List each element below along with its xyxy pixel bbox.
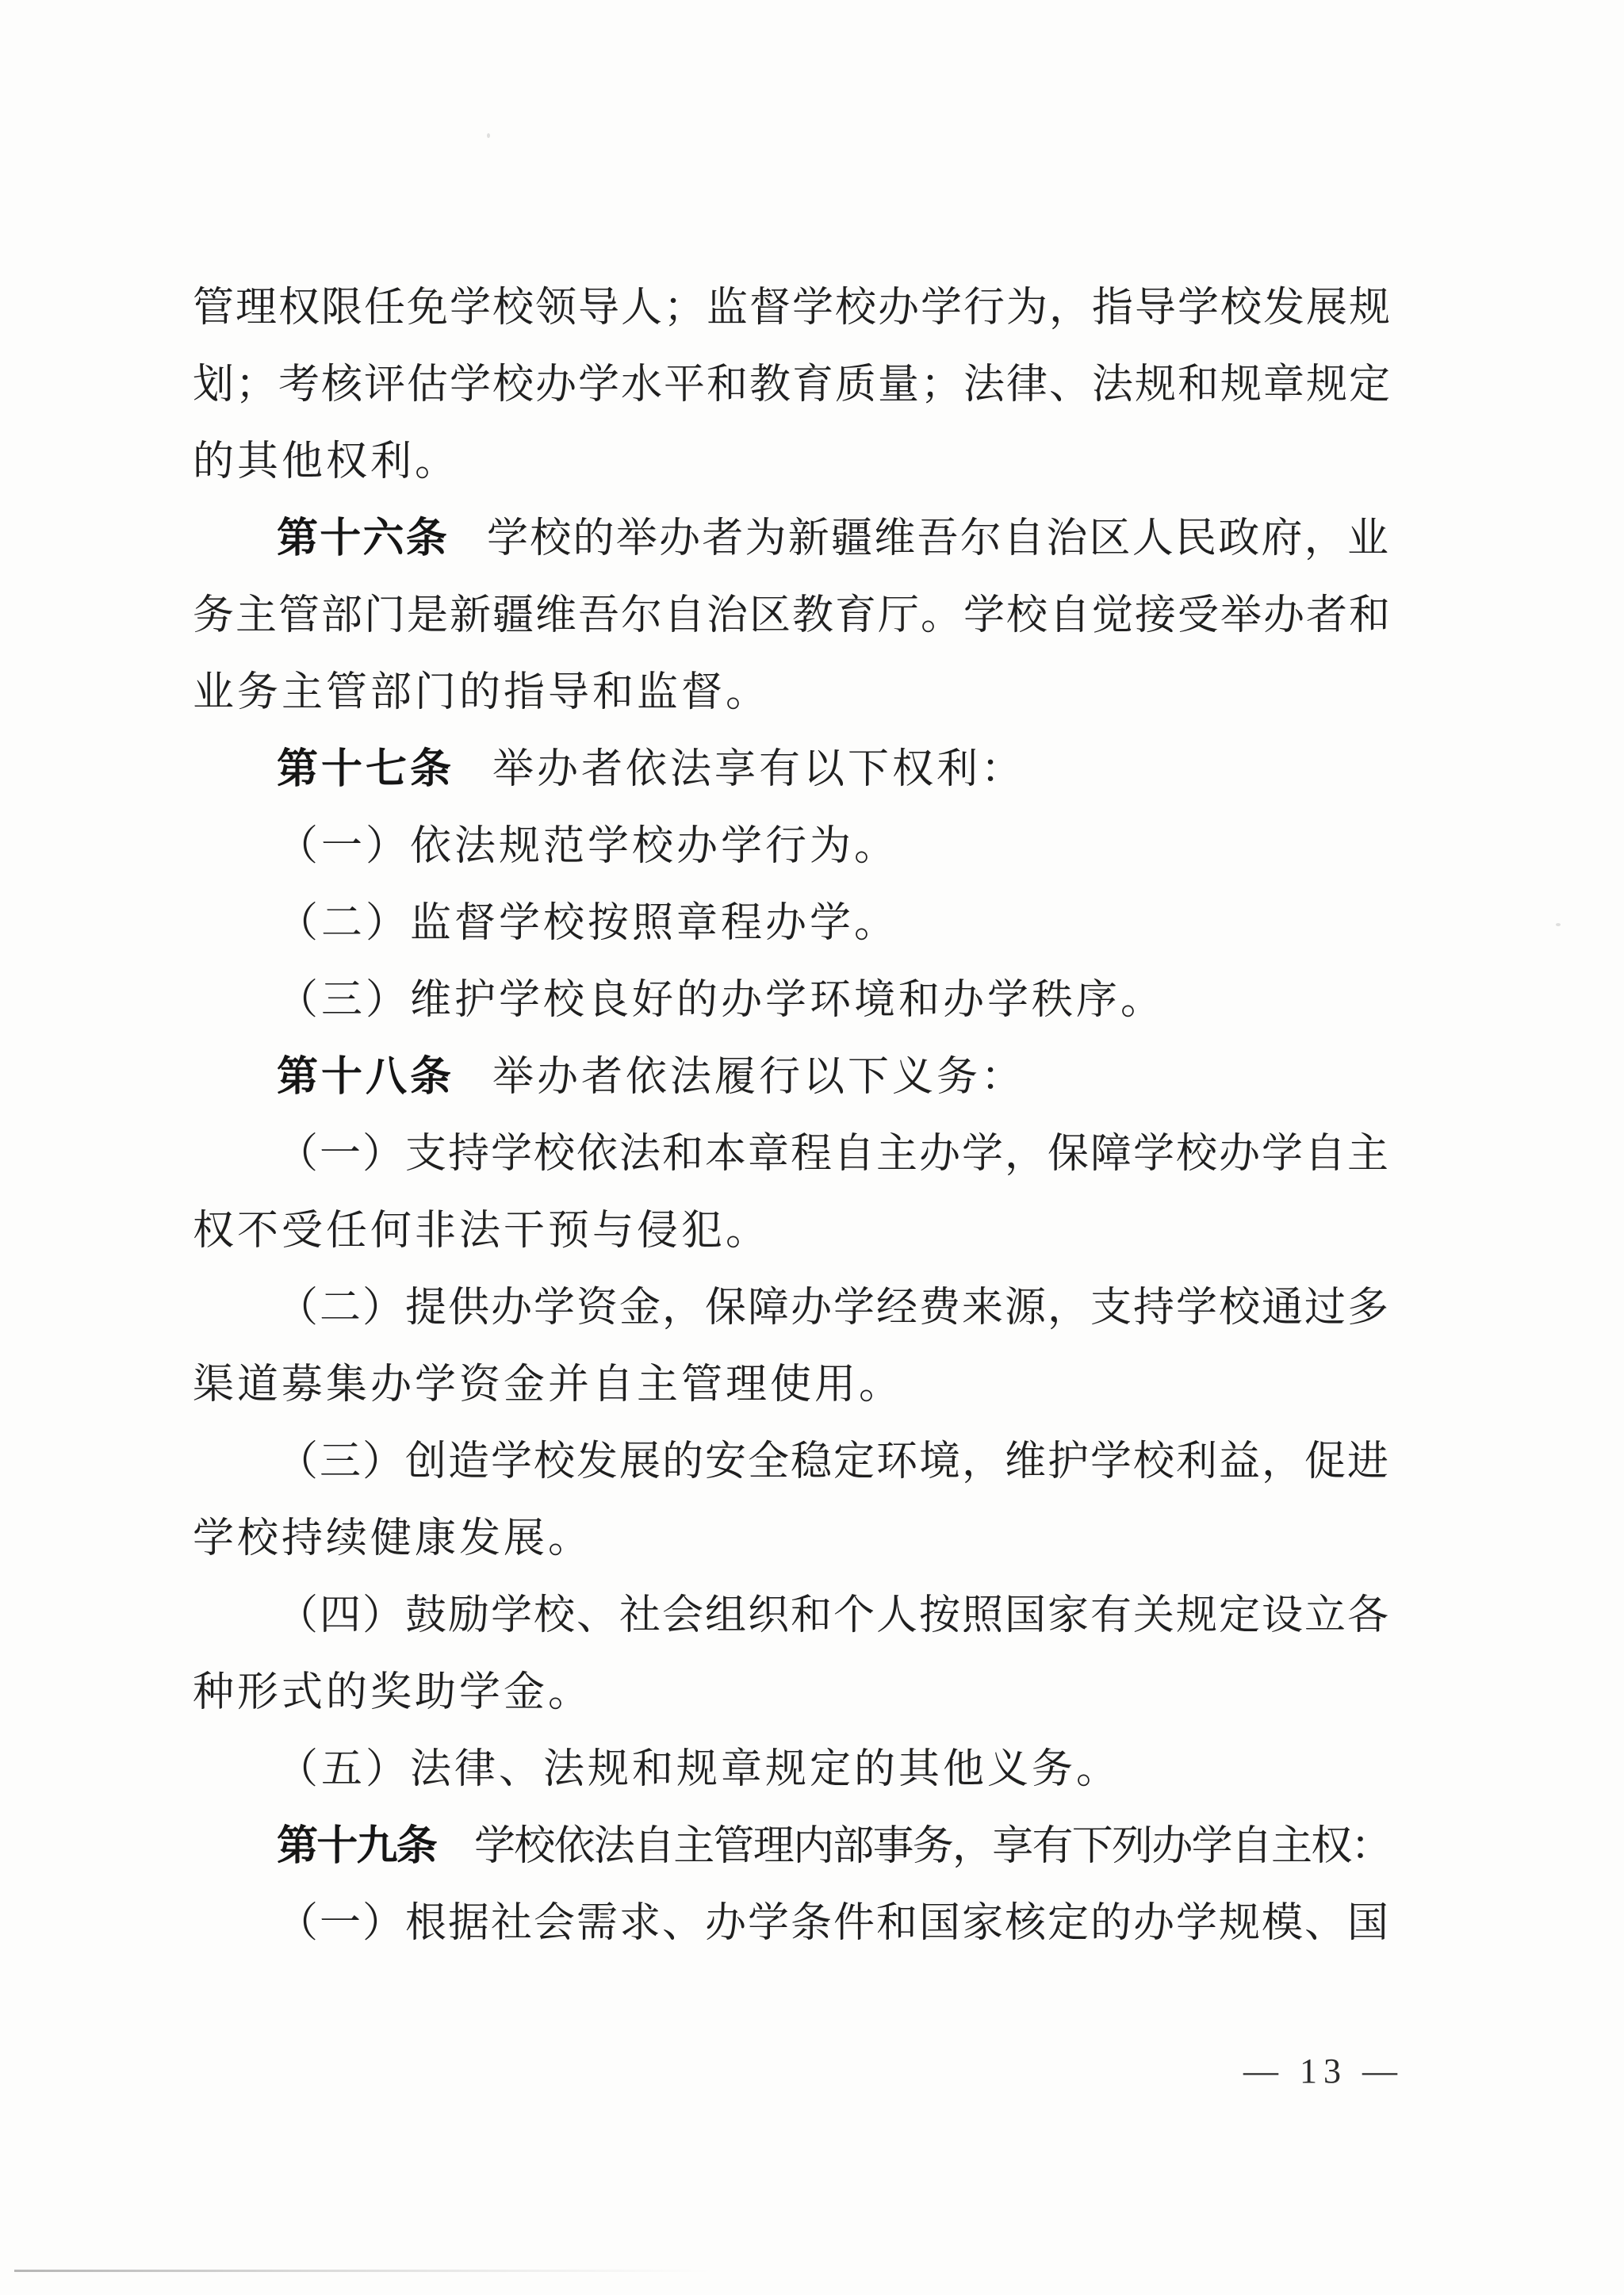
article-number-label: 第十九条 — [277, 1823, 437, 1869]
line-text: （三）创造学校发展的安全稳定环境，维护学校利益，促进 — [277, 1439, 1391, 1485]
article-number-label: 第十七条 — [277, 746, 455, 792]
scan-speck — [308, 623, 310, 631]
line-text: 学校持续健康发展。 — [193, 1516, 593, 1561]
line-text: 渠道募集办学资金并自主管理使用。 — [193, 1362, 904, 1408]
line-text: 学校依法自主管理内部事务，享有下列办学自主权： — [474, 1824, 1391, 1869]
scan-artifact-line — [14, 2270, 712, 2272]
line-text: 划；考核评估学校办学水平和教育质量；法律、法规和规章规定 — [193, 362, 1392, 408]
line-text: 权不受任何非法干预与侵犯。 — [193, 1209, 771, 1254]
line-text: 学校的举办者为新疆维吾尔自治区人民政府，业 — [487, 516, 1391, 561]
line-text: （三）维护学校良好的办学环境和办学秩序。 — [277, 978, 1166, 1023]
line-text: （二）提供办学资金，保障办学经费来源，支持学校通过多 — [277, 1285, 1391, 1331]
text-line — [193, 654, 1394, 731]
line-text: （一）支持学校依法和本章程自主办学，保障学校办学自主 — [277, 1132, 1391, 1177]
body-text — [193, 270, 1394, 1962]
line-text: （二）监督学校按照章程办学。 — [277, 901, 899, 946]
line-text: 举办者依法享有以下权利： — [492, 747, 1026, 792]
line-text: 务主管部门是新疆维吾尔自治区教育厅。学校自觉接受举办者和 — [193, 593, 1392, 638]
text-line — [193, 1885, 1394, 1962]
text-line — [193, 808, 1394, 885]
text-line — [193, 962, 1394, 1039]
text-line — [193, 1347, 1394, 1423]
line-text: （一）根据社会需求、办学条件和国家核定的办学规模、国 — [277, 1901, 1391, 1946]
text-line — [193, 1654, 1394, 1731]
line-text: 业务主管部门的指导和监督。 — [193, 670, 771, 715]
text-line — [193, 1808, 1394, 1885]
page-number: — 13 — — [1243, 2052, 1404, 2090]
line-text: （一）依法规范学校办学行为。 — [277, 824, 899, 869]
line-text: 的其他权利。 — [193, 439, 460, 485]
text-line — [193, 731, 1394, 808]
text-line — [193, 423, 1394, 500]
line-text: （四）鼓励学校、社会组织和个人按照国家有关规定设立各 — [277, 1593, 1391, 1638]
text-line — [193, 1270, 1394, 1347]
text-line — [193, 1500, 1394, 1577]
text-line — [193, 1731, 1394, 1808]
scan-speck — [1556, 923, 1561, 926]
line-text: （五）法律、法规和规章规定的其他义务。 — [277, 1747, 1121, 1792]
scan-speck — [487, 133, 490, 138]
text-line — [193, 1193, 1394, 1270]
text-line — [193, 270, 1394, 347]
text-line — [193, 1116, 1394, 1193]
article-number-label: 第十八条 — [277, 1054, 455, 1100]
text-line — [193, 1039, 1394, 1116]
text-line — [193, 1423, 1394, 1500]
article-number-label: 第十六条 — [277, 515, 450, 561]
line-text: 举办者依法履行以下义务： — [492, 1055, 1026, 1100]
line-text: 管理权限任免学校领导人；监督学校办学行为，指导学校发展规 — [193, 285, 1392, 331]
line-text: 种形式的奖助学金。 — [193, 1670, 593, 1715]
text-line — [193, 885, 1394, 962]
text-line — [193, 500, 1394, 577]
text-line — [193, 347, 1394, 423]
text-line — [193, 1577, 1394, 1654]
text-line — [193, 577, 1394, 654]
